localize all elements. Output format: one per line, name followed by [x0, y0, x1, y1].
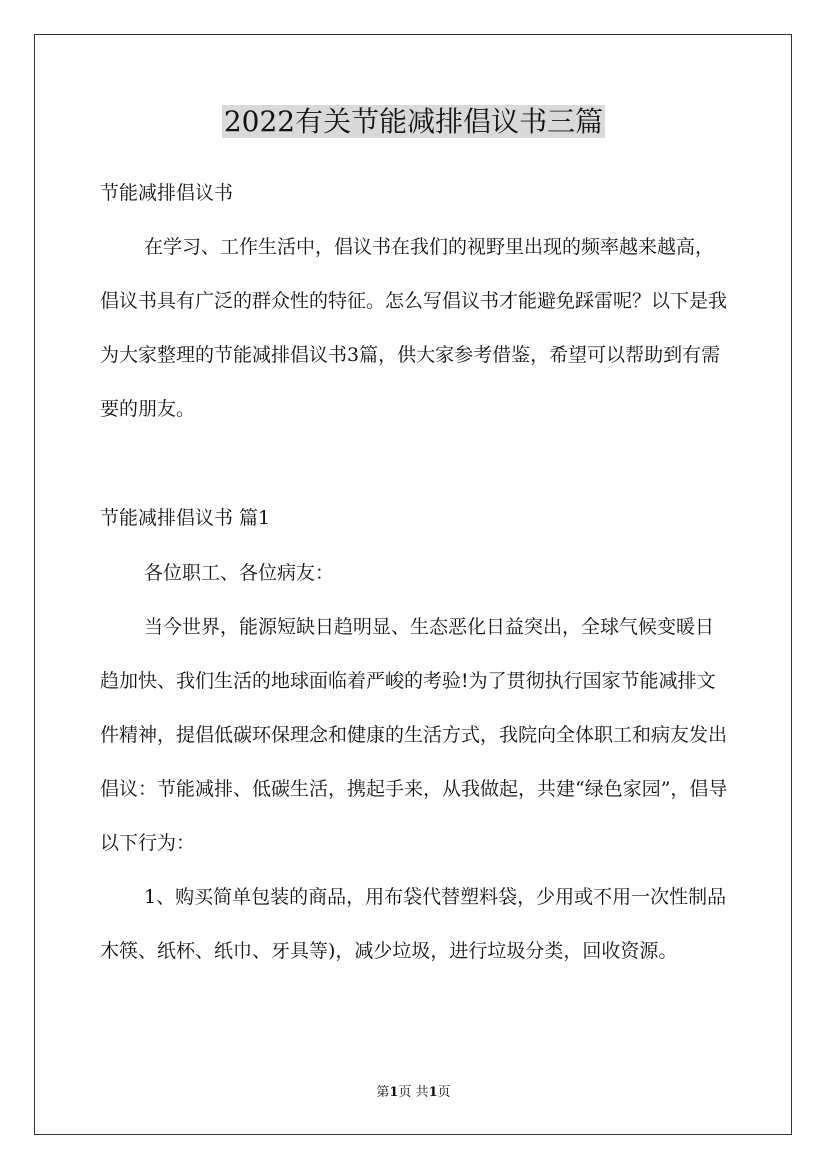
document-title	[0, 100, 827, 144]
salutation	[100, 546, 730, 600]
footer-prefix: 第	[376, 1085, 390, 1100]
paragraph-3	[100, 870, 730, 978]
footer-total-pages: 1	[428, 1085, 438, 1100]
intro-paragraph	[100, 220, 730, 436]
footer-suffix: 页	[437, 1085, 451, 1100]
page-footer	[0, 1084, 827, 1102]
footer-current-page: 1	[389, 1085, 399, 1100]
part1-heading: 节能减排倡议书 篇1	[100, 507, 271, 529]
intro-paragraph-text: 在学习、工作生活中，倡议书在我们的视野里出现的频率越来越高，倡议书具有广泛的群众性的特征。怎么写倡议书才能避免踩雷呢？以下是我为大家整理的节能减排倡议书3篇，供大家参考借鉴，希望可以帮助到有需要的朋友。	[100, 236, 728, 420]
paragraph-3-text: 1、购买简单包装的商品，用布袋代替塑料袋，少用或不用一次性制品木筷、纸杯、纸巾、牙具等)，减少垃圾，进行垃圾分类，回收资源。	[100, 886, 727, 962]
footer-mid: 页 共	[398, 1085, 429, 1100]
salutation-text: 各位职工、各位病友：	[144, 562, 335, 584]
paragraph-2-text: 当今世界，能源短缺日趋明显、生态恶化日益突出，全球气候变暖日趋加快、我们生活的地球面临着严峻的考验!为了贯彻执行国家节能减排文件精神，提倡低碳环保理念和健康的生活方式，我院向全体职工和病友发出倡议：节能减排、低碳生活，携起手来，从我做起，共建“绿色家园”，倡导以下行为：	[100, 616, 728, 854]
document-title-text: 2022有关节能减排倡议书三篇	[223, 105, 604, 138]
paragraph-2	[100, 600, 730, 870]
section-heading: 节能减排倡议书	[100, 182, 234, 204]
